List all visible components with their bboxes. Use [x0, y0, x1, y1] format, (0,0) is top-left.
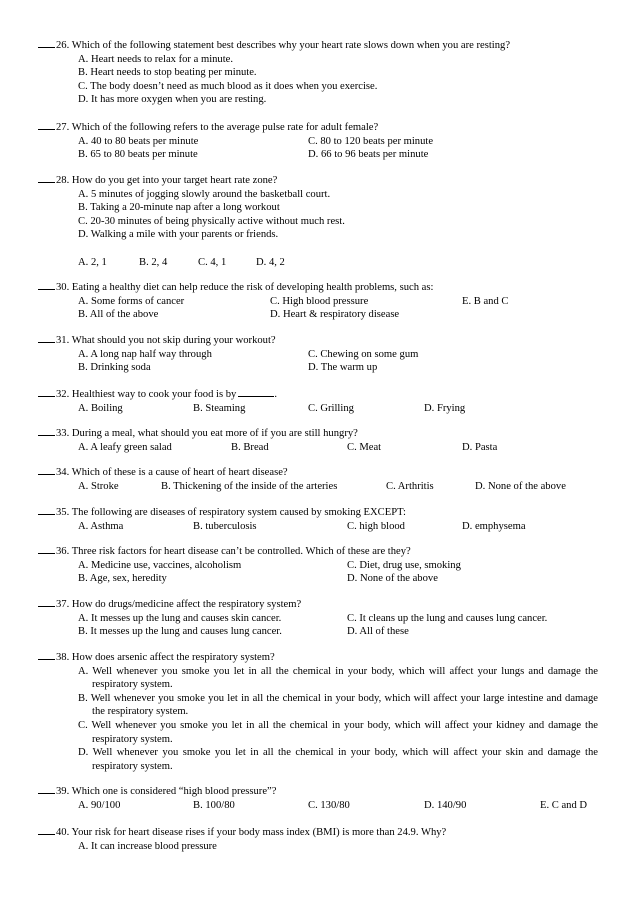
option-a: A. Stroke: [78, 480, 119, 492]
option-b: B. Age, sex, heredity: [78, 573, 167, 585]
option-b: B. 65 to 80 beats per minute: [78, 149, 198, 161]
option-a: A. A long nap half way through: [78, 348, 212, 360]
option-d: D. It has more oxygen when you are resting.: [78, 94, 267, 106]
answer-blank[interactable]: [38, 426, 55, 436]
answer-blank[interactable]: [38, 825, 55, 835]
answer-blank[interactable]: [38, 465, 55, 475]
option-d: D. None of the above: [475, 480, 566, 492]
fill-in-blank[interactable]: [238, 387, 274, 397]
question-stem: 31. What should you not skip during your workout?: [56, 335, 276, 346]
option-a: A. Well whenever you smoke you let in all the chemical in your body, which will affect your lungs and damage the respiratory system.: [78, 665, 598, 691]
option-a: A. It can increase blood pressure: [78, 840, 217, 852]
option-d: D. emphysema: [462, 520, 526, 532]
question-35: [38, 505, 598, 533]
answer-blank[interactable]: [38, 280, 55, 290]
option-d: D. Heart & respiratory disease: [270, 309, 400, 321]
option-c: C. It cleans up the lung and causes lung cancer.: [347, 612, 548, 624]
option-c: C. high blood: [347, 520, 405, 532]
question-stem: 27. Which of the following refers to the average pulse rate for adult female?: [56, 122, 379, 133]
answer-blank[interactable]: [38, 173, 55, 183]
option-a: A. It messes up the lung and causes skin cancer.: [78, 612, 282, 624]
option-b: B. All of the above: [78, 309, 159, 321]
question-stem: 26. Which of the following statement best describes why your heart rate slows down when you are resting?: [56, 40, 511, 51]
option-c: C. Meat: [347, 441, 382, 453]
option-d: D. Pasta: [462, 441, 498, 453]
question-stem: 40. Your risk for heart disease rises if your body mass index (BMI) is more than 24.9. Why?: [56, 827, 447, 838]
option-b: B. It messes up the lung and causes lung cancer.: [78, 626, 282, 638]
option-c: C. Diet, drug use, smoking: [347, 559, 461, 571]
option-a: A. A leafy green salad: [78, 441, 172, 453]
question-stem: 34. Which of these is a cause of heart of heart disease?: [56, 467, 288, 478]
answer-blank[interactable]: [38, 650, 55, 660]
question-stem: 38. How does arsenic affect the respiratory system?: [56, 652, 275, 663]
question-40: [38, 825, 598, 853]
option-d: D. Frying: [424, 402, 466, 414]
question-32: [38, 387, 598, 415]
option-b: B. tuberculosis: [193, 520, 257, 532]
option-c: C. Arthritis: [386, 480, 434, 492]
question-39: [38, 784, 598, 812]
answer-blank[interactable]: [38, 333, 55, 343]
option-a: A. Some forms of cancer: [78, 295, 185, 307]
option-a: A. Heart needs to relax for a minute.: [78, 53, 234, 65]
option-b: B. Taking a 20-minute nap after a long workout: [78, 202, 280, 214]
question-stem: 35. The following are diseases of respiratory system caused by smoking EXCEPT:: [56, 507, 406, 518]
answer-choice-c: C. 4, 1: [198, 256, 227, 268]
question-34: [38, 465, 598, 493]
answer-choice-d: D. 4, 2: [256, 256, 285, 268]
answer-choice-a: A. 2, 1: [78, 256, 107, 268]
option-c: C. 130/80: [308, 799, 350, 811]
option-a: A. Medicine use, vaccines, alcoholism: [78, 559, 242, 571]
option-a: A. 5 minutes of jogging slowly around the basketball court.: [78, 188, 331, 200]
option-c: C. Grilling: [308, 402, 354, 414]
option-a: A. 90/100: [78, 799, 121, 811]
option-e: E. C and D: [540, 799, 588, 811]
answer-blank[interactable]: [38, 120, 55, 130]
option-b: B. Drinking soda: [78, 362, 151, 374]
stem-period: .: [274, 389, 278, 400]
question-stem: 32. Healthiest way to cook your food is by: [56, 389, 237, 400]
question-27: [38, 120, 598, 162]
question-stem: 36. Three risk factors for heart disease can’t be controlled. Which of these are they?: [56, 546, 411, 557]
option-d: D. 66 to 96 beats per minute: [308, 149, 429, 161]
option-c: C. Chewing on some gum: [308, 348, 419, 360]
option-c: C. 20-30 minutes of being physically active without much rest.: [78, 215, 345, 227]
answer-blank[interactable]: [38, 38, 55, 48]
option-c: C. The body doesn’t need as much blood as it does when you exercise.: [78, 80, 378, 92]
question-33: [38, 426, 598, 454]
option-b: B. Well whenever you smoke you let in all the chemical in your body, which will affect your large intestine and damage the respiratory system.: [78, 692, 598, 718]
question-28: [38, 173, 598, 269]
answer-blank[interactable]: [38, 597, 55, 607]
question-30: [38, 280, 598, 322]
option-c: C. High blood pressure: [270, 295, 369, 307]
option-b: B. Bread: [231, 441, 269, 453]
option-c: C. 80 to 120 beats per minute: [308, 135, 434, 147]
question-stem: 37. How do drugs/medicine affect the respiratory system?: [56, 599, 302, 610]
answer-blank[interactable]: [38, 387, 55, 397]
option-d: D. None of the above: [347, 573, 438, 585]
option-d: D. Well whenever you smoke you let in all the chemical in your body, which will affect your skin and damage the respiratory system.: [78, 747, 598, 772]
option-a: A. Boiling: [78, 402, 123, 414]
option-d: D. The warm up: [308, 362, 378, 374]
question-stem: 33. During a meal, what should you eat more of if you are still hungry?: [56, 428, 358, 439]
option-d: D. Walking a mile with your parents or friends.: [78, 229, 279, 241]
answer-blank[interactable]: [38, 505, 55, 515]
option-a: A. Asthma: [78, 520, 124, 532]
answer-blank[interactable]: [38, 544, 55, 554]
question-26: [38, 38, 598, 107]
question-36: [38, 544, 598, 586]
option-d: D. All of these: [347, 626, 409, 638]
question-stem: 39. Which one is considered “high blood pressure”?: [56, 786, 277, 797]
question-37: [38, 597, 598, 639]
option-b: B. 100/80: [193, 799, 235, 811]
option-e: E. B and C: [462, 295, 509, 307]
question-31: [38, 333, 598, 375]
option-b: B. Steaming: [193, 402, 246, 414]
option-a: A. 40 to 80 beats per minute: [78, 135, 199, 147]
option-d: D. 140/90: [424, 799, 467, 811]
option-b: B. Heart needs to stop beating per minute.: [78, 67, 257, 79]
option-c: C. Well whenever you smoke you let in all the chemical in your body, which will affect your kidney and damage the respiratory system.: [78, 719, 598, 745]
question-stem: 30. Eating a healthy diet can help reduce the risk of developing health problems, such as:: [56, 282, 434, 293]
question-stem: 28. How do you get into your target heart rate zone?: [56, 175, 278, 186]
option-b: B. Thickening of the inside of the arteries: [161, 480, 338, 492]
answer-choice-b: B. 2, 4: [139, 256, 168, 268]
answer-blank[interactable]: [38, 784, 55, 794]
question-38: [38, 650, 598, 773]
